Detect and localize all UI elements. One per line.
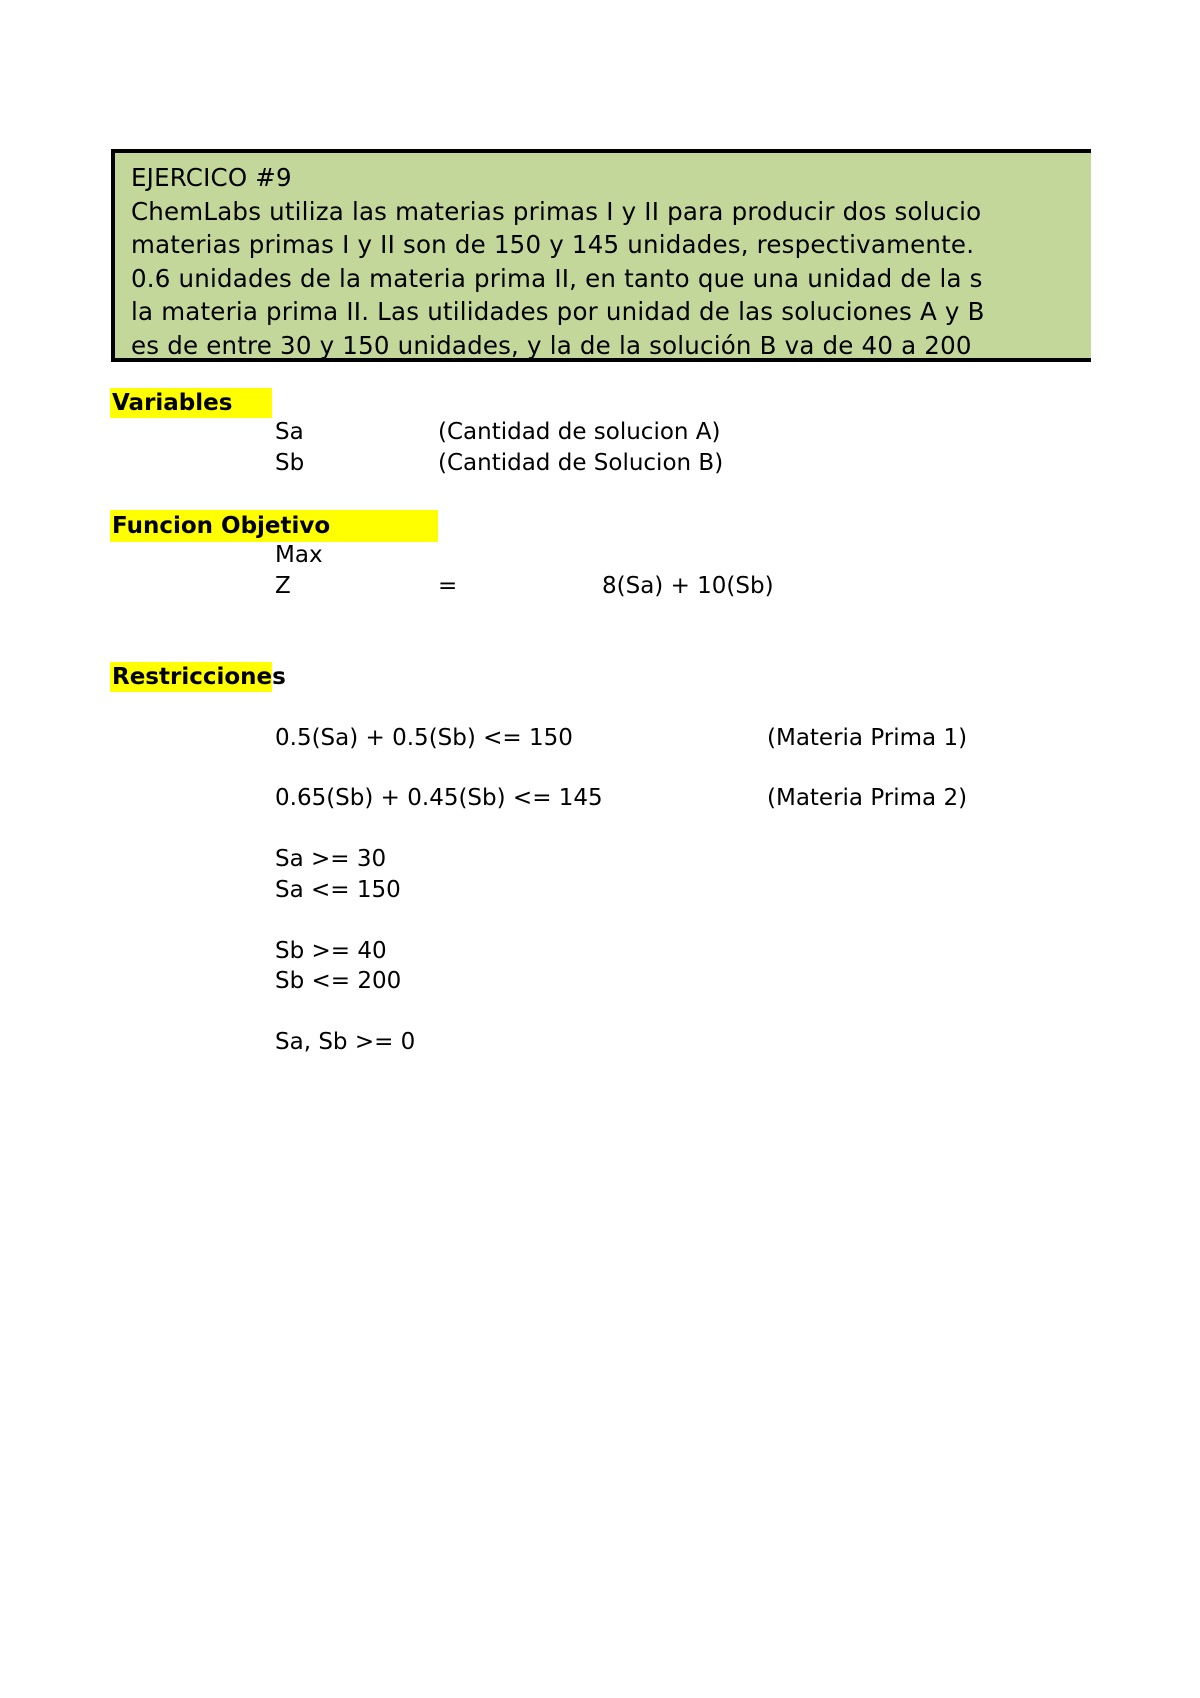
variable-sb-name: Sb: [275, 450, 305, 476]
constraint-nonnegativity: Sa, Sb >= 0: [275, 1029, 416, 1055]
constraint-sb-min: Sb >= 40: [275, 938, 387, 964]
constraint-mp1-label: (Materia Prima 1): [767, 725, 968, 751]
objective-z-label: Z: [275, 573, 291, 599]
exercise-title: EJERCICO #9: [131, 163, 292, 192]
problem-line-2: materias primas I y II son de 150 y 145 unidades, respectivamente.: [131, 230, 975, 259]
constraint-sb-max: Sb <= 200: [275, 968, 402, 994]
constraint-mp2-label: (Materia Prima 2): [767, 785, 968, 811]
variable-sa-desc: (Cantidad de solucion A): [438, 419, 721, 445]
objective-max-label: Max: [275, 542, 323, 568]
page-margin-clip: [1091, 140, 1200, 370]
constraint-sa-min: Sa >= 30: [275, 846, 387, 872]
objective-heading: Funcion Objetivo: [112, 513, 331, 539]
problem-line-4: la materia prima II. Las utilidades por unidad de las soluciones A y B: [131, 297, 985, 326]
variables-heading: Variables: [112, 390, 233, 416]
problem-statement-box: [111, 149, 1111, 362]
constraint-mp2-expr: 0.65(Sb) + 0.45(Sb) <= 145: [275, 785, 603, 811]
problem-line-1: ChemLabs utiliza las materias primas I y II para producir dos solucio: [131, 196, 982, 226]
constraint-mp1-expr: 0.5(Sa) + 0.5(Sb) <= 150: [275, 725, 573, 751]
problem-line-3: 0.6 unidades de la materia prima II, en tanto que una unidad de la s: [131, 263, 983, 293]
problem-line-5: es de entre 30 y 150 unidades, y la de la solución B va de 40 a 200: [131, 330, 972, 360]
constraint-sa-max: Sa <= 150: [275, 877, 401, 903]
objective-expression: 8(Sa) + 10(Sb): [602, 573, 774, 599]
variable-sb-desc: (Cantidad de Solucion B): [438, 450, 724, 476]
variable-sa-name: Sa: [275, 419, 304, 445]
objective-equals: =: [438, 573, 458, 599]
restrictions-heading: Restricciones: [112, 664, 286, 690]
